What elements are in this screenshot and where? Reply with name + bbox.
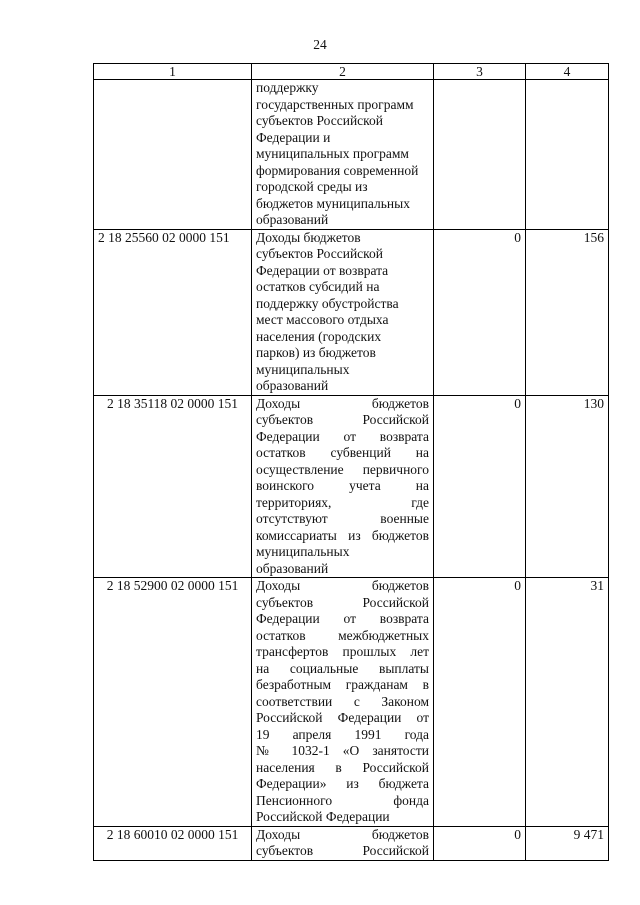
column-3-value: 0 xyxy=(434,826,526,860)
description-line: территориях, где xyxy=(256,494,429,510)
revenue-code-cell: 2 18 35118 02 0000 151 xyxy=(94,395,252,578)
description-line: комиссариаты из бюджетов xyxy=(256,527,429,543)
column-4-value: 156 xyxy=(526,229,609,395)
description-cell xyxy=(252,826,434,860)
description-line: Доходы бюджетов xyxy=(256,229,361,245)
column-4-value: 9 471 xyxy=(526,826,609,860)
description-line: соответствии с Законом xyxy=(256,693,429,709)
table-header-row xyxy=(94,64,609,80)
description-line: Пенсионного фонда xyxy=(256,792,429,808)
table-row xyxy=(94,578,609,827)
description-line: Доходы бюджетов xyxy=(256,578,429,593)
description-line: мест массового отдыха xyxy=(256,312,389,327)
description-line: осуществление первичного xyxy=(256,461,429,477)
description-line: субъектов Российской xyxy=(256,594,429,610)
description-line: городской среды из xyxy=(256,179,368,194)
column-header-4: 4 xyxy=(526,64,609,80)
description-line: Российской Федерации от xyxy=(256,710,429,725)
description-cell xyxy=(252,578,434,827)
description-line: остатков субсидий на xyxy=(256,279,380,294)
description-line: субъектов Российской xyxy=(256,412,429,427)
column-4-value: 31 xyxy=(526,578,609,827)
description-line: формирования современной xyxy=(256,162,419,178)
column-header-2: 2 xyxy=(252,64,434,80)
description-line: безработным гражданам в xyxy=(256,677,429,692)
description-line: населения (городских xyxy=(256,328,382,344)
page-number: 24 xyxy=(313,37,327,52)
description-line: трансфертов прошлых лет xyxy=(256,644,429,659)
description-line: остатков межбюджетных xyxy=(256,627,429,643)
description-cell xyxy=(252,80,434,230)
table-row xyxy=(94,80,609,230)
description-line: парков) из бюджетов xyxy=(256,345,376,360)
revenue-code-cell xyxy=(94,80,252,230)
description-line: остатков субвенций на xyxy=(256,445,429,460)
description-line: государственных программ xyxy=(256,96,414,112)
description-line: субъектов Российской xyxy=(256,246,384,261)
column-3-value: 0 xyxy=(434,229,526,395)
description-line: субъектов Российской xyxy=(256,843,429,858)
description-line: поддержку xyxy=(256,80,319,95)
description-line: Федерации от возврата xyxy=(256,428,429,444)
description-line: 19 апреля 1991 года xyxy=(256,726,429,742)
description-line: муниципальных xyxy=(256,361,350,377)
description-line: на социальные выплаты xyxy=(256,660,429,676)
description-line: отсутствуют военные xyxy=(256,511,429,526)
description-line: образований xyxy=(256,212,329,227)
description-line: Федерации и xyxy=(256,129,331,145)
column-header-3: 3 xyxy=(434,64,526,80)
column-3-value xyxy=(434,80,526,230)
revenue-code-cell: 2 18 25560 02 0000 151 xyxy=(94,229,252,395)
description-line: Федерации от возврата xyxy=(256,262,389,278)
table-row xyxy=(94,826,609,860)
description-line: бюджетов муниципальных xyxy=(256,195,410,211)
description-line: поддержку обустройства xyxy=(256,295,399,311)
description-line: Российской Федерации xyxy=(256,809,390,824)
description-line: образований xyxy=(256,560,329,576)
description-line: № 1032-1 «О занятости xyxy=(256,743,429,758)
column-4-value: 130 xyxy=(526,395,609,578)
description-line: субъектов Российской xyxy=(256,113,384,128)
table-row xyxy=(94,229,609,395)
revenue-code-cell: 2 18 52900 02 0000 151 xyxy=(94,578,252,827)
description-line: Федерации от возврата xyxy=(256,611,429,626)
column-4-value xyxy=(526,80,609,230)
column-header-1: 1 xyxy=(94,64,252,80)
column-3-value: 0 xyxy=(434,578,526,827)
description-line: Доходы бюджетов xyxy=(256,826,429,842)
description-cell xyxy=(252,395,434,578)
table-row xyxy=(94,395,609,578)
revenue-code-cell: 2 18 60010 02 0000 151 xyxy=(94,826,252,860)
description-line: воинского учета на xyxy=(256,478,429,493)
description-line: муниципальных программ xyxy=(256,146,409,161)
column-3-value: 0 xyxy=(434,395,526,578)
description-line: населения в Российской xyxy=(256,759,429,775)
description-line: образований xyxy=(256,378,329,393)
description-line: Доходы бюджетов xyxy=(256,395,429,411)
description-line: муниципальных xyxy=(256,544,350,559)
description-line: Федерации» из бюджета xyxy=(256,776,429,791)
budget-revenue-table xyxy=(93,63,609,861)
description-cell xyxy=(252,229,434,395)
